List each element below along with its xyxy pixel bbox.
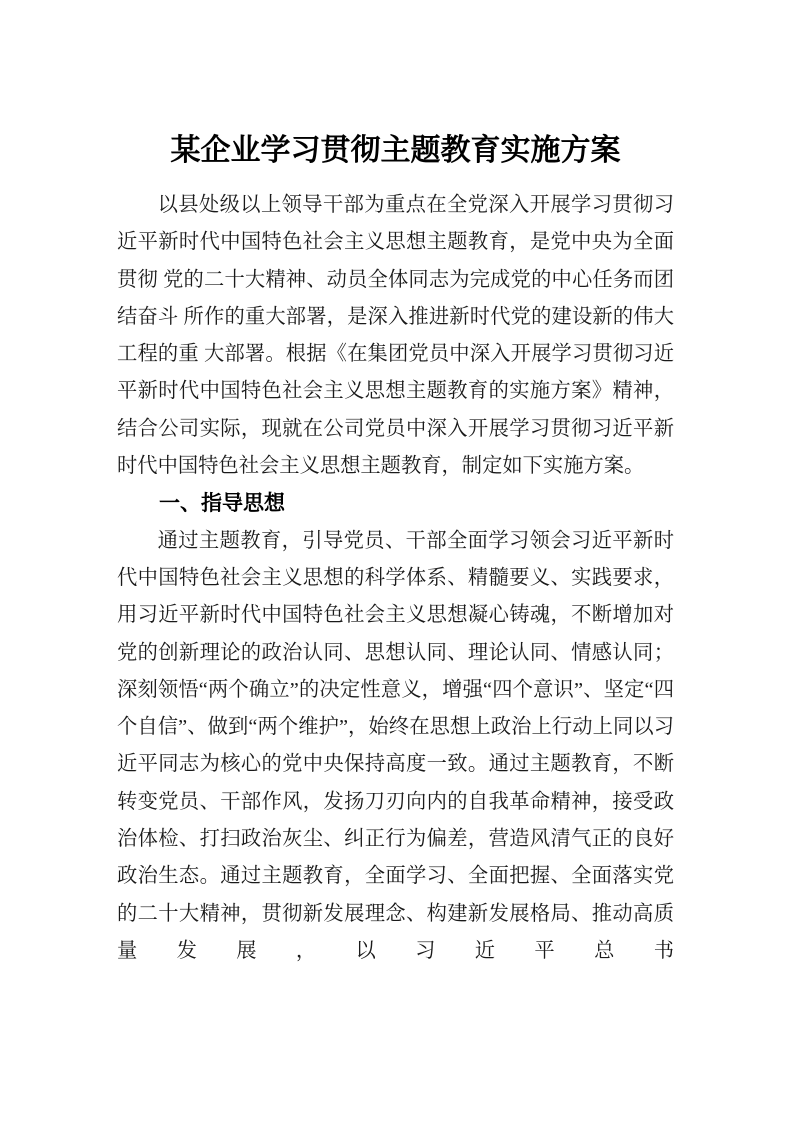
section-heading-guiding-ideology: 一、指导思想: [159, 492, 285, 516]
document-title: 某企业学习贯彻主题教育实施方案: [170, 134, 621, 167]
document-content: [117, 131, 674, 970]
section-body-paragraph: 通过主题教育，引导党员、干部全面学习领会习近平新时代中国特色社会主义思想的科学体系、精髓要义、实践要求，用习近平新时代中国特色社会主义思想凝心铸魂，不断增加对党的创新理论的政治认同、思想认同、理论认同、情感认同；深刻领悟“两个确立”的决定性意义，增强“四个意识”、坚定“四个自信”、做到“两个维护”，始终在思想上政治上行动上同以习近平同志为核心的党中央保持高度一致。通过主题教育，不断转变党员、干部作风，发扬刀刃向内的自我革命精神，接受政治体检、打扫政治灰尘、纠正行为偏差，营造风清气正的良好政治生态。通过主题教育，全面学习、全面把握、全面落实党的二十大精神，贯彻新发展理念、构建新发展格局、推动高质量发展，以习近平总书: [117, 529, 674, 962]
intro-paragraph: 以县处级以上领导干部为重点在全党深入开展学习贯彻习近平新时代中国特色社会主义思想主题教育，是党中央为全面贯彻 党的二十大精神、动员全体同志为完成党的中心任务而团结奋斗 所作的重大部署，是深入推进新时代党的建设新的伟大工程的重 大部署。根据《在集团党员中深入开展学习贯彻习近平新时代中国特色社会主义思想主题教育的实施方案》精神，结合公司实际，现就在公司党员中深入开展学习贯彻习近平新时代中国特色社会主义思想主题教育，制定如下实施方案。: [117, 194, 674, 478]
